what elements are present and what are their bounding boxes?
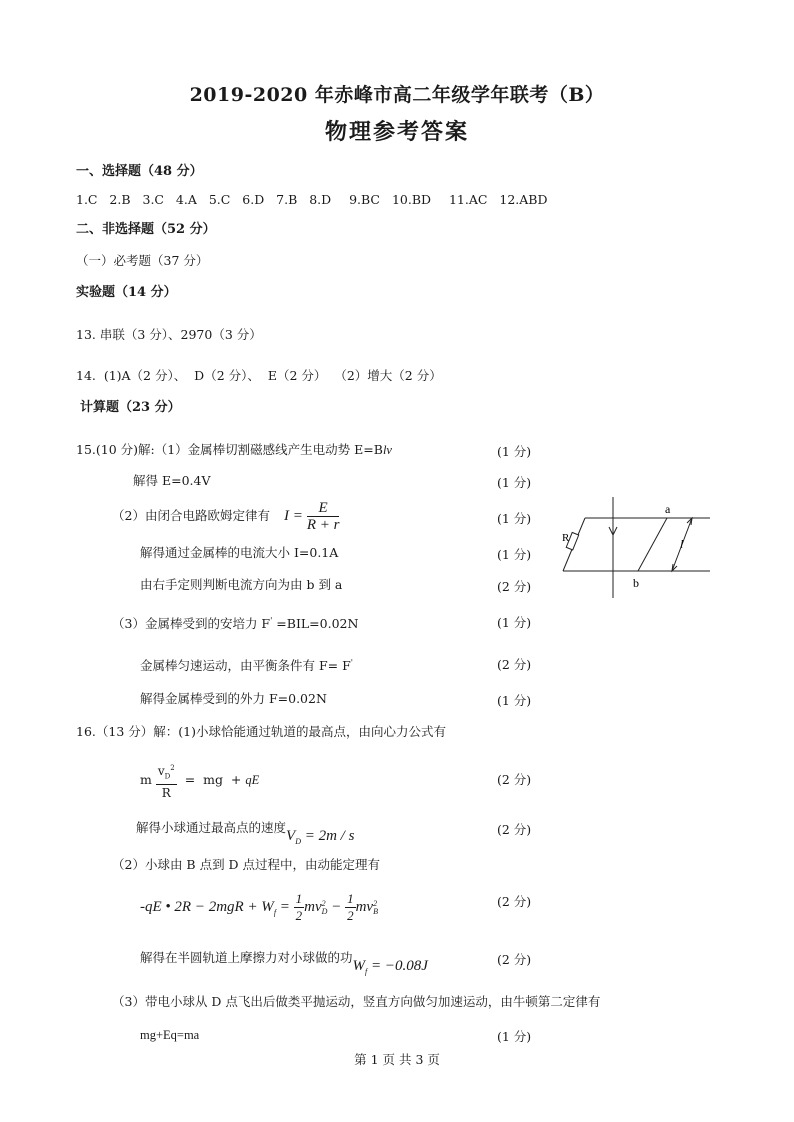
exam-title: 2019-2020 年赤峰市高二年级学年联考（B） (189, 84, 605, 106)
q15-line3 (112, 500, 339, 533)
label-a: a (665, 502, 671, 516)
q15-line7: 金属棒匀速运动，由平衡条件有 F= F' (140, 658, 353, 674)
q15-line8: 解得金属棒受到的外力 F=0.02N (140, 691, 327, 706)
q16-eq2-equals: = (276, 899, 294, 915)
q16-eq1-fraction (156, 760, 177, 801)
q16-eq1-m: m (140, 772, 152, 788)
q16-eq2-b-sub: B (373, 906, 378, 916)
q16-line2-value: = 2m / s (300, 828, 355, 844)
q16-eq2-half-1-den: 2 (295, 908, 303, 924)
q16-line6: mg+Eq=ma (140, 1028, 200, 1042)
q16-line2 (136, 820, 355, 846)
q16-eq1-qe: qE (245, 773, 260, 788)
label-r: R (562, 532, 570, 544)
q16-eq1-v: v (157, 764, 165, 778)
q15-line6: （3）金属棒受到的安培力 F' =BIL=0.02N (112, 616, 359, 632)
q16-line2-v: V (286, 828, 296, 844)
q16-eq2-b-sup: 2 (373, 898, 378, 908)
q16-eq2-mv-d: mv (304, 899, 322, 915)
required-questions-heading: （一）必考题（37 分） (76, 253, 209, 268)
q16-eq2-lhs: -qE • 2R − 2mgR + W (140, 899, 274, 915)
q15-score-4: (1 分) (497, 547, 532, 562)
q16-score-3: (2 分) (497, 894, 532, 909)
q15-line1 (76, 442, 392, 458)
q16-line2-sub: D (295, 836, 301, 846)
q16-eq1-sub: D (164, 772, 171, 781)
rail-circuit-figure (555, 495, 715, 600)
q14-answer: 14. (1)A（2 分）、 D（2 分）、 E（2 分） （2）增大（2 分） (76, 368, 442, 383)
q16-score-2: (2 分) (497, 822, 532, 837)
q16-score-4: (2 分) (497, 952, 532, 967)
q16-eq2-b-scripts (373, 900, 378, 916)
q16-eq2-d-sub: D (321, 906, 328, 916)
q15-ohm-lhs: I = (283, 508, 303, 524)
calculation-heading: 计算题（23 分） (80, 400, 181, 415)
section2-heading: 二、非选择题（52 分） (76, 222, 216, 237)
q16-eq2-lhs-sub: f (273, 908, 277, 917)
q16-eq2-mv-b: mv (355, 899, 374, 915)
q15-line3-text: （2）由闭合电路欧姆定律有 (112, 508, 270, 523)
metal-rod (638, 518, 667, 571)
label-b: b (633, 576, 639, 590)
experiment-heading: 实验题（14 分） (76, 285, 177, 300)
q16-eq2-half-2-den: 2 (347, 908, 354, 924)
page-footer: 第 1 页 共 3 页 (354, 1052, 440, 1067)
q16-line4-text: 解得在半圆轨道上摩擦力对小球做的功 (140, 950, 353, 965)
q16-score-1: (2 分) (497, 772, 532, 787)
q16-eq2 (140, 890, 378, 930)
label-l: l (680, 537, 684, 551)
q15-line6-rest: =BIL=0.02N (272, 616, 359, 632)
answer-key-title: 物理参考答案 (324, 119, 469, 145)
q16-eq2-half-2-num: 1 (347, 891, 354, 907)
q15-line4: 解得通过金属棒的电流大小 I=0.1A (140, 545, 339, 560)
q15-line7-text: 金属棒匀速运动，由平衡条件有 F= F (140, 658, 351, 674)
q15-ohm-numerator: E (307, 500, 340, 517)
q15-line5: 由右手定则判断电流方向为由 b 到 a (140, 577, 343, 592)
q15-line1-text: 15.(10 分)解:（1）金属棒切割磁感线产生电动势 E=B (76, 442, 383, 457)
q16-eq1 (140, 760, 259, 801)
q16-eq1-numerator (156, 760, 177, 785)
q15-line1-v: v (386, 443, 392, 457)
q16-eq2-half-1 (294, 891, 305, 924)
q16-line1: 16.（13 分）解：(1)小球恰能通过轨道的最高点，由向心力公式有 (76, 724, 446, 739)
q15-line1-l: l (382, 443, 387, 457)
mc-answers: 1.C 2.B 3.C 4.A 5.C 6.D 7.B 8.D 9.BC 10.BD 11.AC 12.ABD (76, 192, 548, 207)
q16-line4-sub: f (365, 966, 368, 976)
q16-line5: （3）带电小球从 D 点飞出后做类平抛运动，竖直方向做匀加速运动，由牛顿第二定律有 (112, 994, 601, 1009)
q16-eq2-half-2 (345, 891, 356, 924)
q15-score-6: (1 分) (497, 615, 532, 630)
q15-score-5: (2 分) (497, 579, 532, 594)
q16-eq2-half-1-num: 1 (295, 891, 303, 907)
q16-line4-w: W (352, 958, 366, 974)
section1-heading: 一、选择题（48 分） (76, 164, 203, 179)
q15-score-2: (1 分) (497, 475, 532, 490)
q13-answer: 13. 串联（3 分）、2970（3 分） (76, 327, 262, 342)
q16-line2-text: 解得小球通过最高点的速度 (136, 820, 287, 835)
q15-score-7: (2 分) (497, 657, 532, 672)
q16-eq1-denominator: R (161, 786, 171, 801)
q15-ohm-denominator: R + r (306, 517, 340, 533)
q15-line6-text: （3）金属棒受到的安培力 F (112, 616, 271, 632)
q16-score-5: (1 分) (497, 1029, 532, 1044)
q16-eq2-d-sup: 2 (321, 898, 326, 908)
q16-eq1-sup: 2 (170, 764, 175, 772)
q16-line4-value: = −0.08J (367, 958, 428, 974)
q15-score-1: (1 分) (497, 444, 532, 459)
q16-line3: （2）小球由 B 点到 D 点过程中，由动能定理有 (112, 857, 381, 872)
q15-ohm-fraction (307, 500, 340, 533)
q16-line4 (140, 950, 428, 976)
q15-line2: 解得 E=0.4V (133, 473, 211, 488)
q16-eq1-rhs: = mg + (184, 772, 242, 788)
q15-score-3: (1 分) (497, 511, 532, 526)
q15-score-8: (1 分) (497, 693, 532, 708)
q16-eq2-minus: − (327, 899, 346, 915)
